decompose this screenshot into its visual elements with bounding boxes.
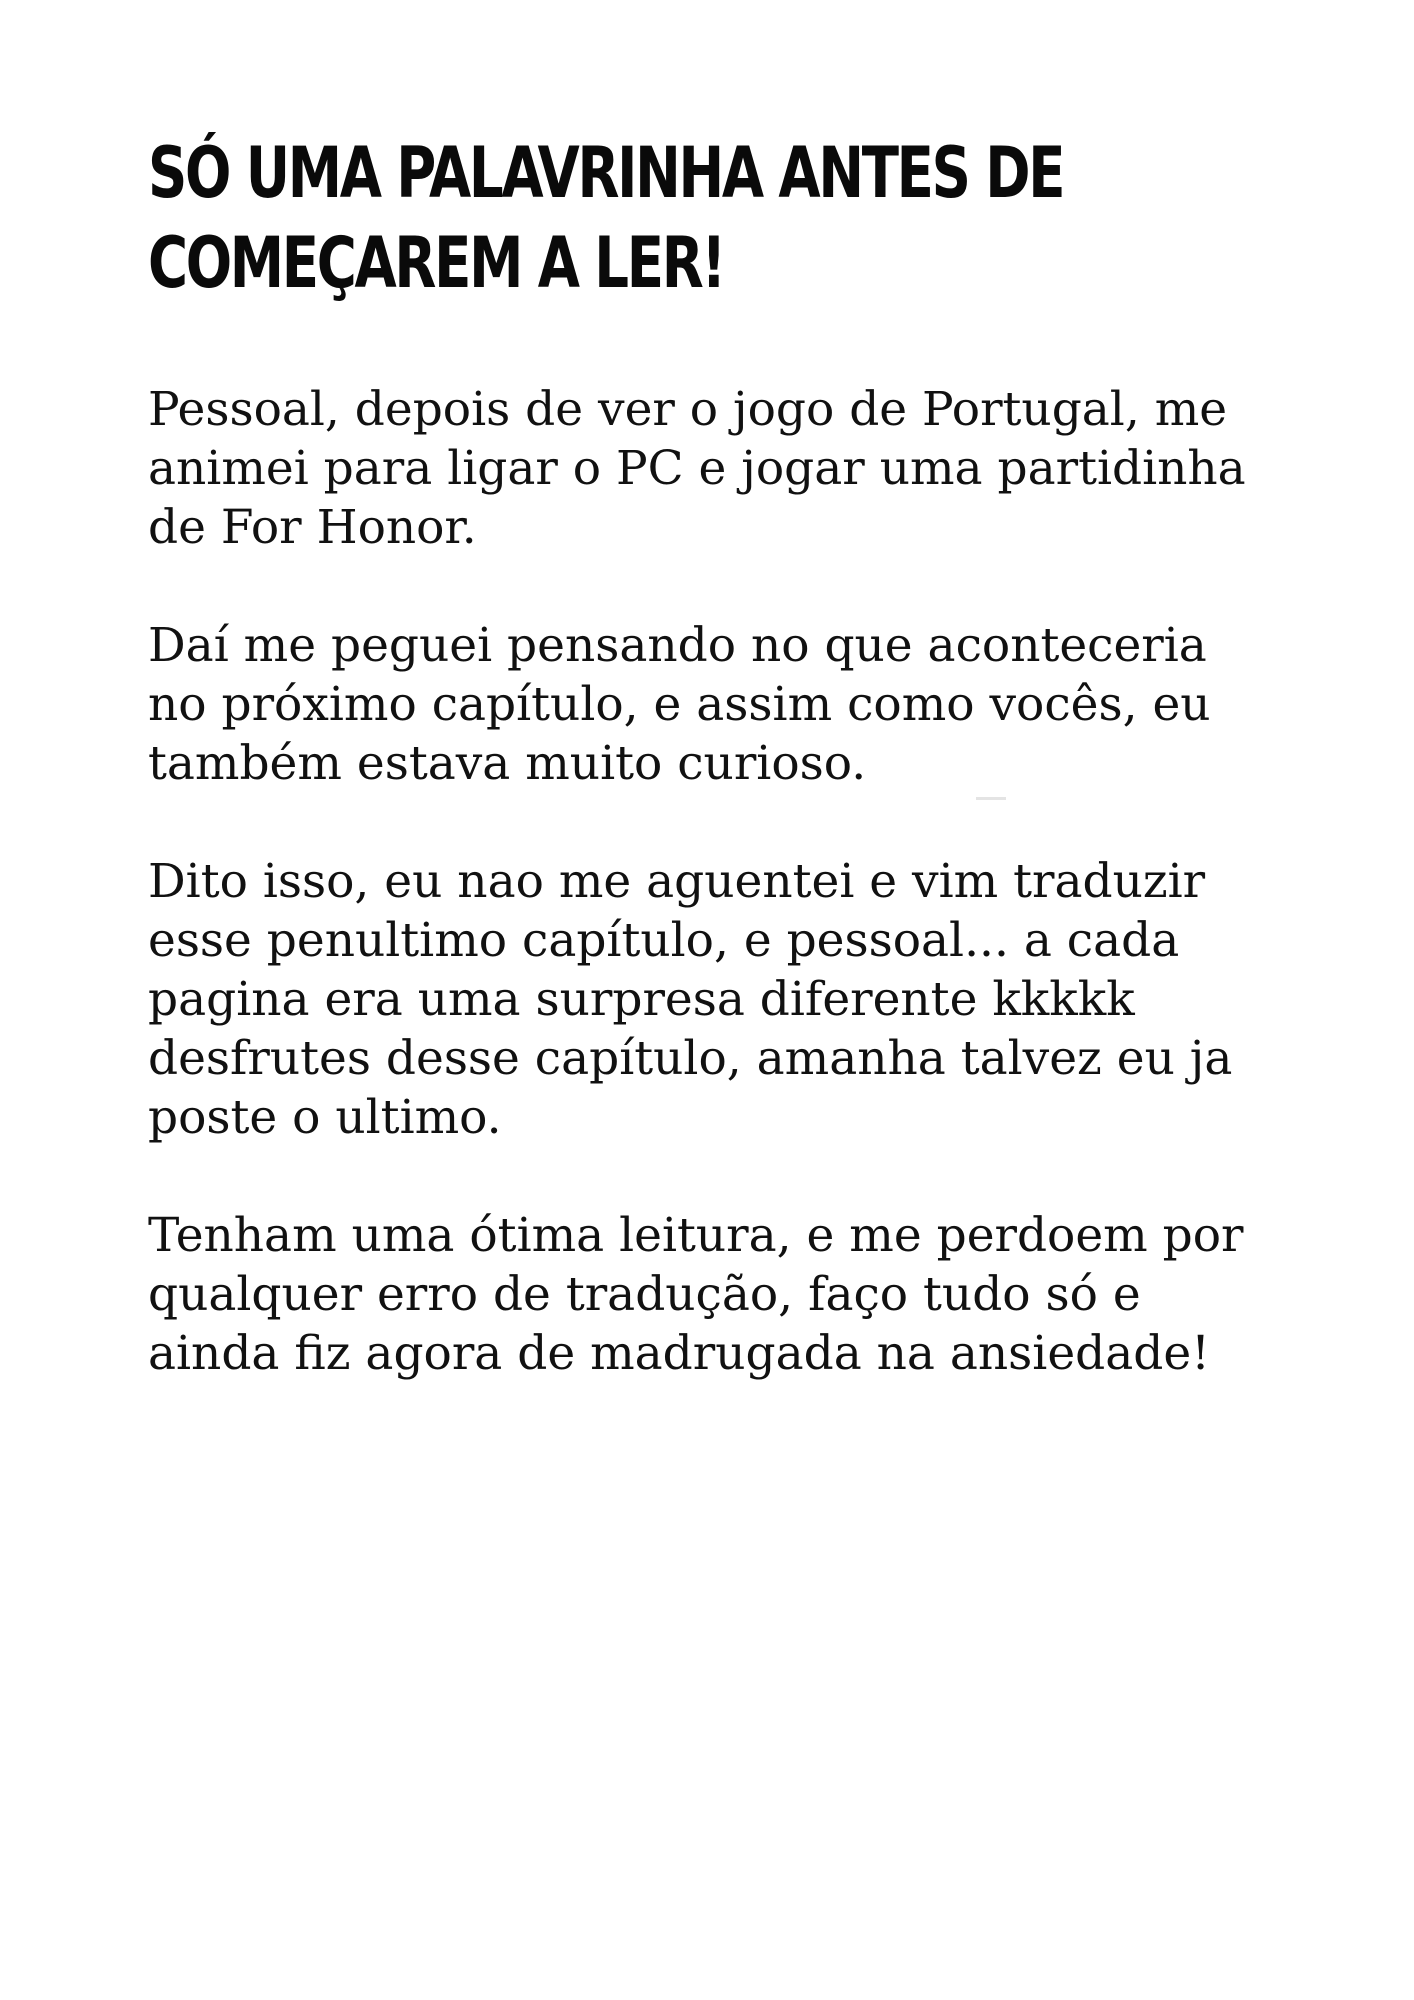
- paragraph-line: pagina era uma surpresa diferente kkkkk: [148, 972, 1135, 1027]
- paragraph-line: esse penultimo capítulo, e pessoal... a cada: [148, 913, 1180, 968]
- paragraph-1: [148, 380, 1328, 557]
- paragraph-4: [148, 1206, 1328, 1383]
- page-title-line-2: COMEÇAREM A LER!: [148, 222, 724, 304]
- paragraph-2: [148, 616, 1328, 793]
- page-title: [148, 128, 1240, 308]
- paragraph-line: qualquer erro de tradução, faço tudo só e: [148, 1267, 1141, 1322]
- paragraph-line: de For Honor.: [148, 500, 477, 555]
- paragraph-line: poste o ultimo.: [148, 1090, 502, 1145]
- paragraph-line: animei para ligar o PC e jogar uma partidinha: [148, 441, 1246, 496]
- paragraph-line: Tenham uma ótima leitura, e me perdoem por: [148, 1208, 1244, 1263]
- paragraph-line: Pessoal, depois de ver o jogo de Portugal, me: [148, 382, 1228, 437]
- paragraph-3: [148, 852, 1328, 1147]
- message-body: [148, 380, 1328, 1442]
- faint-mark: [976, 797, 1006, 800]
- paragraph-line: no próximo capítulo, e assim como vocês, eu: [148, 677, 1211, 732]
- paragraph-line: ainda fiz agora de madrugada na ansiedade!: [148, 1326, 1211, 1381]
- paragraph-line: desfrutes desse capítulo, amanha talvez eu ja: [148, 1031, 1233, 1086]
- paragraph-line: também estava muito curioso.: [148, 736, 867, 791]
- paragraph-line: Dito isso, eu nao me aguentei e vim traduzir: [148, 854, 1206, 909]
- paragraph-line: Daí me peguei pensando no que aconteceria: [148, 618, 1207, 673]
- page-title-line-1: SÓ UMA PALAVRINHA ANTES DE: [148, 132, 1064, 214]
